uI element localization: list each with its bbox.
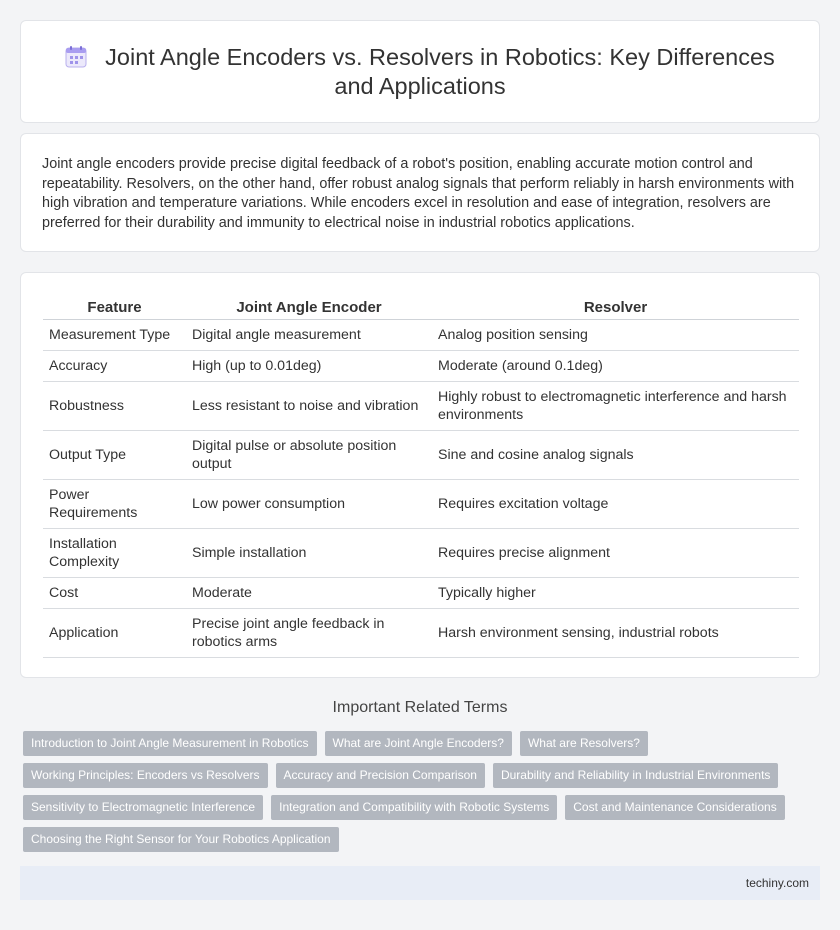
related-term-tag[interactable]: Cost and Maintenance Considerations	[565, 795, 784, 820]
related-term-tag[interactable]: What are Resolvers?	[520, 731, 648, 756]
calendar-icon	[65, 46, 87, 68]
related-term-tag[interactable]: Integration and Compatibility with Robotic Systems	[271, 795, 557, 820]
table-row	[43, 528, 799, 577]
table-cell: Output Type	[43, 430, 186, 479]
table-row	[43, 430, 799, 479]
header-resolver: Resolver	[432, 297, 799, 319]
table-cell: Highly robust to electromagnetic interference and harsh environments	[432, 381, 799, 430]
related-term-tag[interactable]: What are Joint Angle Encoders?	[325, 731, 512, 756]
table-cell: Accuracy	[43, 350, 186, 381]
title-card	[20, 20, 820, 123]
table-cell: Sine and cosine analog signals	[432, 430, 799, 479]
related-term-tag[interactable]: Choosing the Right Sensor for Your Robotics Application	[23, 827, 339, 852]
table-cell: Power Requirements	[43, 479, 186, 528]
related-term-tag[interactable]: Sensitivity to Electromagnetic Interference	[23, 795, 263, 820]
table-cell: Measurement Type	[43, 319, 186, 350]
intro-card	[20, 133, 820, 252]
related-term-tag[interactable]: Introduction to Joint Angle Measurement in Robotics	[23, 731, 317, 756]
header-feature: Feature	[43, 297, 186, 319]
table-cell: Precise joint angle feedback in robotics arms	[186, 608, 432, 657]
table-cell: Harsh environment sensing, industrial robots	[432, 608, 799, 657]
table-row	[43, 608, 799, 657]
footer-site-link[interactable]: techiny.com	[745, 876, 809, 890]
table-row	[43, 577, 799, 608]
table-cell: Robustness	[43, 381, 186, 430]
header-encoder: Joint Angle Encoder	[186, 297, 432, 319]
table-cell: High (up to 0.01deg)	[186, 350, 432, 381]
table-row	[43, 479, 799, 528]
page-title-wrap	[21, 43, 819, 101]
table-header-row	[43, 297, 799, 319]
related-term-tag[interactable]: Working Principles: Encoders vs Resolvers	[23, 763, 268, 788]
related-terms-title: Important Related Terms	[332, 699, 508, 716]
table-cell: Application	[43, 608, 186, 657]
table-cell: Requires excitation voltage	[432, 479, 799, 528]
table-cell: Typically higher	[432, 577, 799, 608]
table-cell: Simple installation	[186, 528, 432, 577]
table-row	[43, 350, 799, 381]
related-terms-list	[23, 731, 823, 859]
intro-paragraph: Joint angle encoders provide precise digital feedback of a robot's position, enabling accurate motion control and repeatability. Resolvers, on the other hand, offer robust analog signals that perform reliably in harsh environments with high vibration and temperature variations. While encoders excel in resolution and ease of integration, resolvers are preferred for their durability and immunity to electrical noise in industrial robotics applications.	[42, 156, 795, 231]
table-cell: Less resistant to noise and vibration	[186, 381, 432, 430]
table-cell: Analog position sensing	[432, 319, 799, 350]
comparison-table	[43, 297, 799, 658]
table-cell: Digital pulse or absolute position output	[186, 430, 432, 479]
page-title: Joint Angle Encoders vs. Resolvers in Robotics: Key Differences and Applications	[105, 44, 775, 99]
table-cell: Moderate (around 0.1deg)	[432, 350, 799, 381]
related-term-tag[interactable]: Accuracy and Precision Comparison	[276, 763, 485, 788]
table-cell: Installation Complexity	[43, 528, 186, 577]
table-cell: Requires precise alignment	[432, 528, 799, 577]
table-cell: Low power consumption	[186, 479, 432, 528]
footer	[20, 866, 820, 900]
related-term-tag[interactable]: Durability and Reliability in Industrial Environments	[493, 763, 778, 788]
table-row	[43, 319, 799, 350]
table-cell: Moderate	[186, 577, 432, 608]
table-row	[43, 381, 799, 430]
table-cell: Cost	[43, 577, 186, 608]
table-cell: Digital angle measurement	[186, 319, 432, 350]
comparison-card	[20, 272, 820, 678]
